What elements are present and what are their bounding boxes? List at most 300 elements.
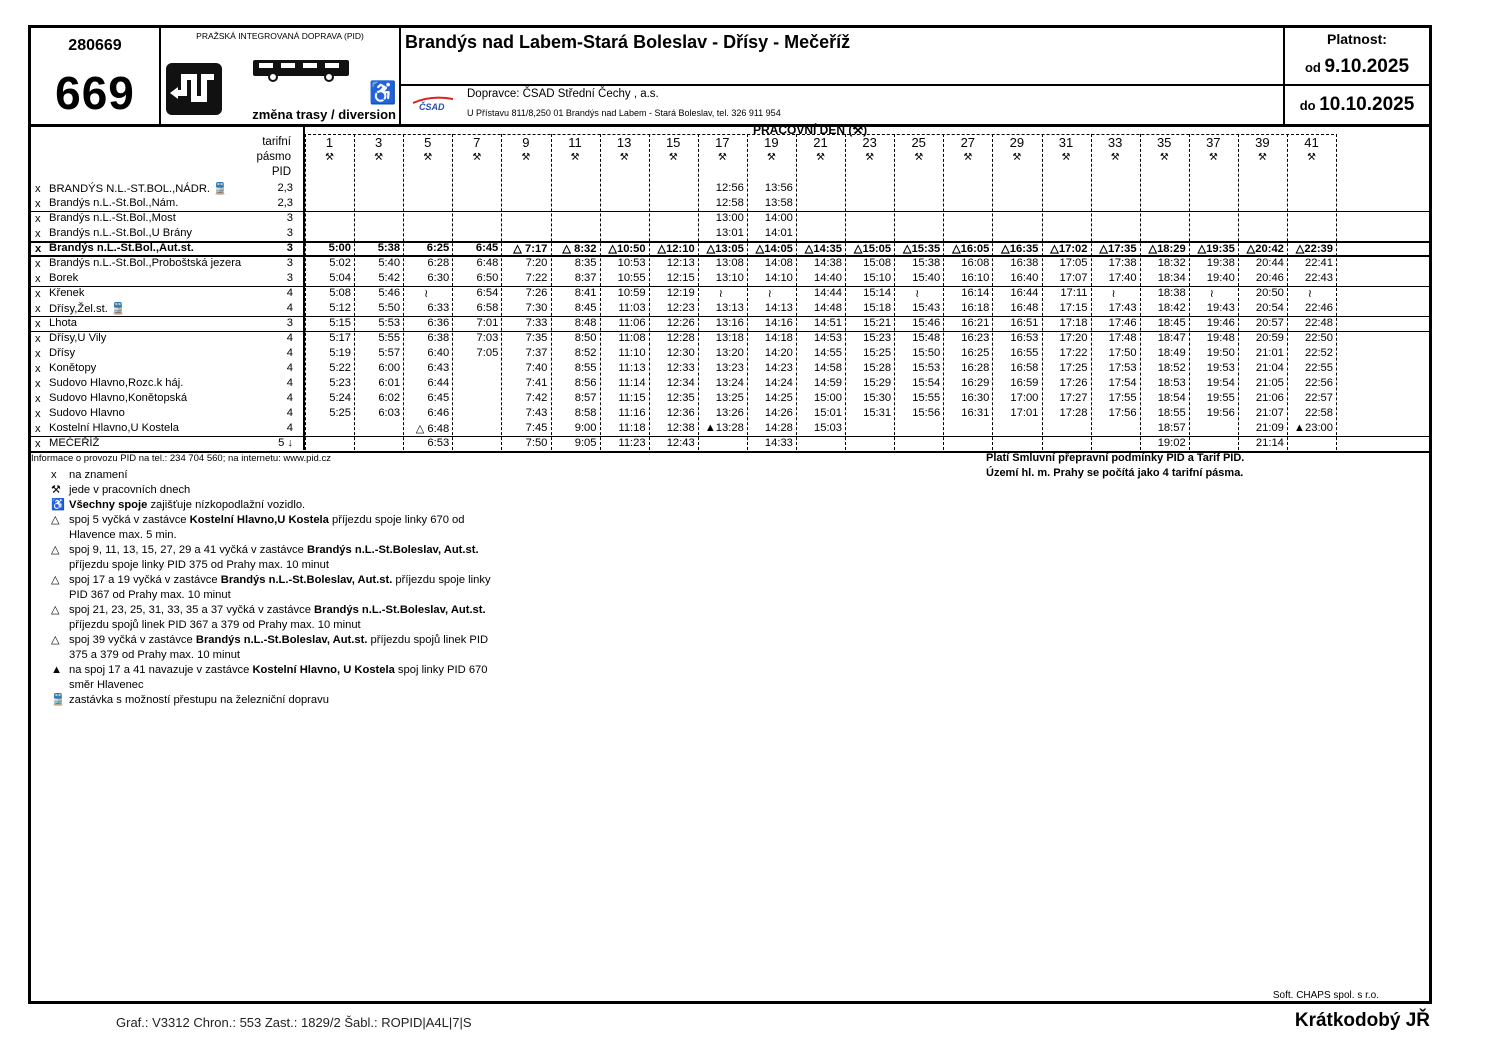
departure-time: 12:15 <box>666 272 695 284</box>
on-request-mark: x <box>35 333 41 345</box>
tariff-zone: 2,3 <box>277 197 293 209</box>
workday-icon: ⚒ <box>1159 152 1169 163</box>
train-icon: 🚆 <box>110 303 125 315</box>
departure-time: 11:23 <box>618 437 646 449</box>
zone-header-1: tarifní <box>262 136 291 148</box>
carrier-name: Dopravce: ČSAD Střední Čechy , a.s. <box>467 88 659 100</box>
departure-time: △ 8:32 <box>562 243 597 255</box>
departure-time: 6:40 <box>427 347 450 359</box>
stop-row <box>31 422 1429 437</box>
departure-time: 21:04 <box>1255 362 1284 374</box>
departure-time: 11:08 <box>618 332 646 344</box>
departure-time: 19:50 <box>1206 347 1235 359</box>
departure-time: 15:21 <box>863 317 892 329</box>
on-request-mark: x <box>35 243 42 255</box>
departure-time: 15:14 <box>863 287 892 299</box>
departure-time: 21:09 <box>1255 422 1284 434</box>
departure-time: 6:53 <box>427 437 450 449</box>
departure-time: 12:26 <box>666 317 695 329</box>
departure-time: 15:55 <box>912 392 941 404</box>
departure-time: △12:10 <box>657 243 695 255</box>
departure-time: 15:00 <box>814 392 842 404</box>
departure-time: 7:35 <box>525 332 548 344</box>
trip-number: 19 <box>764 135 779 150</box>
departure-time: 15:46 <box>912 317 941 329</box>
departure-time: 12:58 <box>715 197 744 209</box>
tariff-zone: 4 <box>286 422 293 434</box>
workday-icon: ⚒ <box>668 152 678 163</box>
departure-time: 21:05 <box>1255 377 1284 389</box>
stop-name: Sudovo Hlavno,Konětopská <box>49 392 188 404</box>
departure-time: 17:53 <box>1108 362 1137 374</box>
departure-time: 15:40 <box>912 272 941 284</box>
legend-item: △ spoj 17 a 19 vyčká v zastávce Brandýs n.L.-St.Boleslav, Aut.st. příjezdu spoje linky PID 367 od Prahy max. 10 minut <box>51 574 491 601</box>
departure-time: 15:29 <box>863 377 892 389</box>
departure-time: 22:57 <box>1305 392 1333 404</box>
departure-time: 14:25 <box>764 392 793 404</box>
departure-time: 14:44 <box>814 287 842 299</box>
on-request-mark: x <box>35 213 41 225</box>
stop-name: Kostelní Hlavno,U Kostela <box>49 422 179 434</box>
stop-row <box>31 227 1429 242</box>
departure-time: 11:13 <box>618 362 646 374</box>
tariff-zone: 3 <box>286 227 293 239</box>
departure-time: ≀ <box>1209 288 1214 300</box>
workday-icon: ⚒ <box>521 152 531 163</box>
legend-symbol: x <box>51 469 57 481</box>
departure-time: 6:54 <box>476 287 499 299</box>
stop-name: Sudovo Hlavno <box>49 407 125 419</box>
on-request-mark: x <box>35 393 41 405</box>
departure-time: 7:05 <box>476 347 499 359</box>
departure-time: ≀ <box>767 288 772 300</box>
departure-time: 11:18 <box>618 422 646 434</box>
legend-item: △ spoj 21, 23, 25, 31, 33, 35 a 37 vyčká v zastávce Brandýs n.L.-St.Boleslav, Aut.st. příjezdu spojů linek PID 367 a 379 od Prahy max. 10 minut <box>51 604 486 631</box>
departure-time: 22:50 <box>1305 332 1333 344</box>
departure-time: 11:16 <box>618 407 646 419</box>
departure-time: 6:02 <box>378 392 401 404</box>
departure-time: 15:56 <box>912 407 941 419</box>
stop-name: Sudovo Hlavno,Rozc.k háj. <box>49 377 184 389</box>
departure-time: 19:46 <box>1206 317 1235 329</box>
on-request-mark: x <box>35 438 41 450</box>
departure-time: 8:35 <box>574 257 597 269</box>
route-title: Brandýs nad Labem-Stará Boleslav - Dřísy - Mečeříž <box>405 32 851 52</box>
departure-time: 5:57 <box>378 347 401 359</box>
legend-symbol: △ <box>51 544 60 556</box>
stop-name: Dřísy <box>49 347 76 359</box>
departure-time: 17:56 <box>1108 407 1137 419</box>
departure-time: 19:43 <box>1206 302 1235 314</box>
trip-number: 13 <box>616 135 632 150</box>
legend-symbol: △ <box>51 634 60 646</box>
departure-time: 13:25 <box>715 392 744 404</box>
departure-time: 5:02 <box>329 257 351 269</box>
departure-time: 8:48 <box>574 317 597 329</box>
departure-time: 13:08 <box>715 257 744 269</box>
trip-number: 35 <box>1156 135 1172 150</box>
bus-icon <box>251 58 351 82</box>
departure-time: 19:48 <box>1206 332 1235 344</box>
departure-time: 6:01 <box>378 377 401 389</box>
pid-box <box>161 28 401 124</box>
departure-time: 15:25 <box>863 347 892 359</box>
internal-code: 280669 <box>68 37 122 54</box>
departure-time: 16:25 <box>961 347 990 359</box>
departure-time: 16:40 <box>1010 272 1039 284</box>
departure-time: 12:30 <box>666 347 695 359</box>
departure-time: 18:38 <box>1157 287 1186 299</box>
departure-time: 11:03 <box>618 302 646 314</box>
departure-time: 5:04 <box>329 272 351 284</box>
departure-time: 14:01 <box>764 227 793 239</box>
stop-row <box>31 377 1429 392</box>
valid-from: od 9.10.2025 <box>1304 56 1410 77</box>
departure-time: △13:05 <box>706 243 744 255</box>
departure-time: 17:26 <box>1059 377 1088 389</box>
zone-header-2: pásmo <box>256 151 291 163</box>
departure-time: 12:36 <box>666 407 695 419</box>
departure-time: 8:37 <box>574 272 597 284</box>
legend <box>47 468 507 708</box>
conditions-note: Platí Smluvní přepravní podmínky PID a Tarif PID. Území hl. m. Prahy se počítá jako 4 tarifní pásma. <box>986 452 1245 479</box>
stop-name: MEČEŘÍŽ <box>49 437 100 449</box>
departure-time: 17:07 <box>1059 272 1088 284</box>
departure-time: 20:44 <box>1255 257 1284 269</box>
departure-time: 19:02 <box>1157 437 1186 449</box>
tariff-zone: 4 <box>286 407 293 419</box>
departure-time: 12:13 <box>666 257 695 269</box>
departure-time: 8:45 <box>574 302 597 314</box>
departure-time: 15:50 <box>912 347 941 359</box>
on-request-mark: x <box>35 348 41 360</box>
departure-time: ≀ <box>424 288 429 300</box>
departure-time: 16:10 <box>961 272 990 284</box>
departure-time: 22:56 <box>1305 377 1333 389</box>
on-request-mark: x <box>35 183 41 195</box>
departure-time: 16:38 <box>1010 257 1039 269</box>
departure-time: 11:06 <box>618 317 646 329</box>
departure-time: 5:15 <box>329 317 351 329</box>
departure-time: 18:49 <box>1157 347 1186 359</box>
departure-time: 7:20 <box>525 257 548 269</box>
tariff-zone: 4 <box>286 347 293 359</box>
departure-time: 12:28 <box>666 332 695 344</box>
departure-time: 15:08 <box>863 257 892 269</box>
departure-time: 8:57 <box>574 392 597 404</box>
departure-time: 12:19 <box>666 287 695 299</box>
stop-row <box>31 287 1429 302</box>
workday-icon: ⚒ <box>570 152 580 163</box>
stop-name: Křenek <box>49 287 85 299</box>
departure-time: 19:54 <box>1206 377 1235 389</box>
departure-time: 12:23 <box>666 302 695 314</box>
workday-icon: ⚒ <box>472 152 482 163</box>
departure-time: 6:25 <box>426 242 450 254</box>
stop-name: Brandýs n.L.-St.Bol.,Proboštská jezera <box>49 257 242 269</box>
departure-time: 7:43 <box>525 407 548 419</box>
departure-time: 17:28 <box>1059 407 1088 419</box>
departure-time: 8:58 <box>574 407 597 419</box>
workday-icon: ⚒ <box>1307 152 1316 163</box>
on-request-mark: x <box>35 273 41 285</box>
departure-time: 6:33 <box>427 302 450 314</box>
tariff-zone: 3 <box>286 257 293 269</box>
departure-time: 7:50 <box>525 437 548 449</box>
departure-time: 16:21 <box>961 317 990 329</box>
workday-icon: ⚒ <box>1012 152 1022 163</box>
departure-time: 10:55 <box>617 272 646 284</box>
departure-time: 15:43 <box>912 302 941 314</box>
departure-time: 18:57 <box>1157 422 1186 434</box>
departure-time: 13:18 <box>715 332 744 344</box>
departure-time: 14:23 <box>764 362 793 374</box>
departure-time: 7:33 <box>525 317 548 329</box>
on-request-mark: x <box>35 408 41 420</box>
stop-name: BRANDÝS N.L.-ST.BOL.,NÁDR. 🚆 <box>49 183 228 195</box>
departure-time: 21:14 <box>1255 437 1284 449</box>
legend-item: ▲ na spoj 17 a 41 navazuje v zastávce Kostelní Hlavno, U Kostela spoj linky PID 670 směr Hlavenec <box>51 664 488 691</box>
legend-symbol: △ <box>51 574 60 586</box>
trip-number: 23 <box>862 135 877 150</box>
departure-time: 5:22 <box>329 362 351 374</box>
departure-time: 17:15 <box>1059 302 1088 314</box>
departure-time: △15:35 <box>902 243 941 255</box>
departure-time: 18:47 <box>1157 332 1186 344</box>
day-type-label: PRACOVNÍ DEN (⚒) <box>753 123 868 137</box>
departure-time: 17:00 <box>1010 392 1039 404</box>
departure-time: 7:42 <box>525 392 548 404</box>
departure-time: 17:40 <box>1108 272 1137 284</box>
trip-number: 21 <box>813 135 828 150</box>
timetable-type: Krátkodobý JŘ <box>1294 1010 1430 1031</box>
workday-icon: ⚒ <box>374 152 384 163</box>
departure-time: 5:53 <box>378 317 401 329</box>
departure-time: △16:05 <box>952 243 990 255</box>
departure-time: 14:59 <box>814 377 842 389</box>
departure-time: 13:24 <box>715 377 744 389</box>
departure-time: 14:40 <box>814 272 842 284</box>
departure-time: △16:35 <box>1001 243 1039 255</box>
departure-time: 19:55 <box>1206 392 1235 404</box>
trip-number: 17 <box>715 135 730 150</box>
on-request-mark: x <box>35 363 41 375</box>
departure-time: 17:22 <box>1059 347 1088 359</box>
departure-time: 14:48 <box>814 302 842 314</box>
departure-time: 15:48 <box>912 332 941 344</box>
departure-time: 13:00 <box>715 212 744 224</box>
legend-item: ⚒ jede v pracovních dnech <box>51 484 191 496</box>
departure-time: 15:03 <box>814 422 842 434</box>
stop-name: Brandýs n.L.-St.Bol.,U Brány <box>49 227 193 239</box>
departure-time: 8:55 <box>574 362 597 374</box>
workday-icon: ⚒ <box>423 152 433 163</box>
departure-time: 17:05 <box>1059 257 1088 269</box>
on-request-mark: x <box>35 318 41 330</box>
tariff-zone: 2,3 <box>277 182 293 194</box>
departure-time: 5:46 <box>378 287 401 299</box>
departure-time: 10:53 <box>617 257 646 269</box>
departure-time: 21:07 <box>1255 407 1284 419</box>
departure-time: 18:53 <box>1157 377 1186 389</box>
departure-time: 16:55 <box>1010 347 1039 359</box>
departure-time: 8:50 <box>574 332 597 344</box>
stop-row <box>31 212 1429 227</box>
departure-time: 13:23 <box>715 362 744 374</box>
departure-time: 5:50 <box>378 302 401 314</box>
stop-name: Dřísy,U Vily <box>49 332 107 344</box>
departure-time: 22:52 <box>1305 347 1333 359</box>
workday-icon: ⚒ <box>1110 152 1120 163</box>
workday-icon: ⚒ <box>914 152 924 163</box>
departure-time: 19:38 <box>1206 257 1235 269</box>
validity-box <box>1285 28 1429 124</box>
stop-row <box>31 272 1429 287</box>
workday-icon: ⚒ <box>1257 152 1267 163</box>
stop-row <box>31 257 1429 272</box>
on-request-mark: x <box>35 288 41 300</box>
zone-header-3: PID <box>271 166 291 178</box>
departure-time: 14:33 <box>764 437 793 449</box>
departure-time: 12:38 <box>666 422 695 434</box>
departure-time: 14:58 <box>814 362 842 374</box>
departure-time: 17:20 <box>1059 332 1088 344</box>
header <box>31 28 1429 127</box>
departure-time: 14:28 <box>764 422 793 434</box>
stop-row <box>31 302 1429 317</box>
departure-time: 16:28 <box>961 362 990 374</box>
departure-time: 11:14 <box>618 377 646 389</box>
tariff-zone: 4 <box>286 392 293 404</box>
stop-name: Lhota <box>49 317 77 329</box>
departure-time: 6:03 <box>378 407 401 419</box>
departure-time: 12:35 <box>666 392 695 404</box>
departure-time: 15:23 <box>863 332 892 344</box>
tariff-zone: 3 <box>286 242 293 254</box>
departure-time: 5:25 <box>329 407 351 419</box>
departure-time: 22:58 <box>1305 407 1333 419</box>
departure-time: 18:32 <box>1157 257 1186 269</box>
departure-time: 7:26 <box>525 287 548 299</box>
departure-time: 20:50 <box>1255 287 1284 299</box>
departure-time: 18:55 <box>1157 407 1186 419</box>
departure-time: 15:10 <box>863 272 892 284</box>
workday-icon: ⚒ <box>717 152 727 163</box>
departure-time: 17:38 <box>1108 257 1137 269</box>
departure-time: 17:43 <box>1108 302 1137 314</box>
departure-time: 17:11 <box>1060 287 1088 299</box>
trip-number: 11 <box>568 135 582 150</box>
valid-to: do 10.10.2025 <box>1299 94 1415 115</box>
tariff-zone: 5 ↓ <box>278 437 293 449</box>
departure-time: 7:01 <box>476 317 499 329</box>
departure-time: △19:35 <box>1197 243 1235 255</box>
departure-time: 14:13 <box>764 302 793 314</box>
departure-time: 14:08 <box>764 257 793 269</box>
departure-time: 14:38 <box>814 257 842 269</box>
departure-time: 17:46 <box>1108 317 1137 329</box>
departure-time: 12:33 <box>666 362 695 374</box>
legend-symbol: ▲ <box>51 664 63 676</box>
departure-time: 6:36 <box>427 317 450 329</box>
departure-time: 5:17 <box>329 332 351 344</box>
departure-time: △17:02 <box>1050 243 1088 255</box>
line-box <box>31 28 161 124</box>
tariff-zone: 3 <box>286 272 293 284</box>
on-request-mark: x <box>35 228 41 240</box>
departure-time: ≀ <box>1111 288 1116 300</box>
departure-time: ≀ <box>1307 288 1313 300</box>
departure-time: 14:53 <box>814 332 842 344</box>
departure-time: 20:59 <box>1255 332 1284 344</box>
departure-time: 6:44 <box>427 377 450 389</box>
title-box <box>401 28 1285 124</box>
departure-time: △17:35 <box>1099 243 1137 255</box>
departure-time: 7:41 <box>525 377 548 389</box>
departure-time: 14:20 <box>764 347 793 359</box>
departure-time: 7:03 <box>476 332 499 344</box>
departure-time: 13:13 <box>715 302 744 314</box>
departure-time: 15:53 <box>912 362 941 374</box>
on-request-mark: x <box>35 378 41 390</box>
trip-number: 41 <box>1304 135 1319 150</box>
departure-time: △15:05 <box>853 243 892 255</box>
departure-time: △20:42 <box>1246 243 1284 255</box>
departure-time: 13:26 <box>715 407 744 419</box>
departure-time: 14:24 <box>764 377 793 389</box>
departure-time: 11:10 <box>618 347 646 359</box>
tariff-zone: 3 <box>286 212 293 224</box>
departure-time: 18:52 <box>1157 362 1186 374</box>
departure-time: 17:48 <box>1108 332 1137 344</box>
stop-row <box>31 347 1429 362</box>
departure-time: 17:27 <box>1059 392 1088 404</box>
departure-time: △14:35 <box>804 243 842 255</box>
departure-time: 10:59 <box>617 287 646 299</box>
departure-time: 5:23 <box>329 377 351 389</box>
on-request-mark: x <box>35 198 41 210</box>
departure-time: 12:43 <box>666 437 695 449</box>
departure-time: 15:18 <box>863 302 892 314</box>
stop-row <box>31 437 1429 452</box>
departure-time: 16:30 <box>961 392 990 404</box>
departure-time: 21:01 <box>1255 347 1284 359</box>
departure-time: 6:00 <box>378 362 401 374</box>
departure-time: 9:05 <box>574 437 597 449</box>
legend-item: △ spoj 5 vyčká v zastávce Kostelní Hlavno,U Kostela příjezdu spoje linky 670 od Hlavence max. 5 min. <box>51 514 465 541</box>
departure-time: 12:56 <box>715 182 744 194</box>
departure-time: 6:28 <box>427 257 450 269</box>
legend-item: 🚆 zastávka s možností přestupu na železniční dopravu <box>51 694 329 706</box>
departure-time: 17:25 <box>1059 362 1088 374</box>
departure-time: 6:30 <box>427 272 450 284</box>
legend-item: △ spoj 9, 11, 13, 15, 27, 29 a 41 vyčká v zastávce Brandýs n.L.-St.Boleslav, Aut.st. příjezdu spoje linky PID 375 od Prahy max. 10 minut <box>51 544 479 571</box>
departure-time: 14:51 <box>814 317 842 329</box>
svg-text:ČSAD: ČSAD <box>419 102 445 112</box>
stop-name: Konětopy <box>49 362 97 374</box>
departure-time: 5:40 <box>378 257 401 269</box>
departure-time: 7:37 <box>525 347 548 359</box>
departure-time: 15:54 <box>912 377 941 389</box>
trip-number: 1 <box>325 135 334 150</box>
legend-symbol: △ <box>51 514 60 526</box>
departure-time: 13:16 <box>715 317 744 329</box>
legend-item: x na znamení <box>51 469 128 481</box>
departure-time: 20:54 <box>1255 302 1284 314</box>
stop-row <box>31 317 1429 332</box>
legend-item: ♿ Všechny spoje zajišťuje nízkopodlažní vozidlo. <box>51 499 306 511</box>
workday-icon: ⚒ <box>963 152 973 163</box>
